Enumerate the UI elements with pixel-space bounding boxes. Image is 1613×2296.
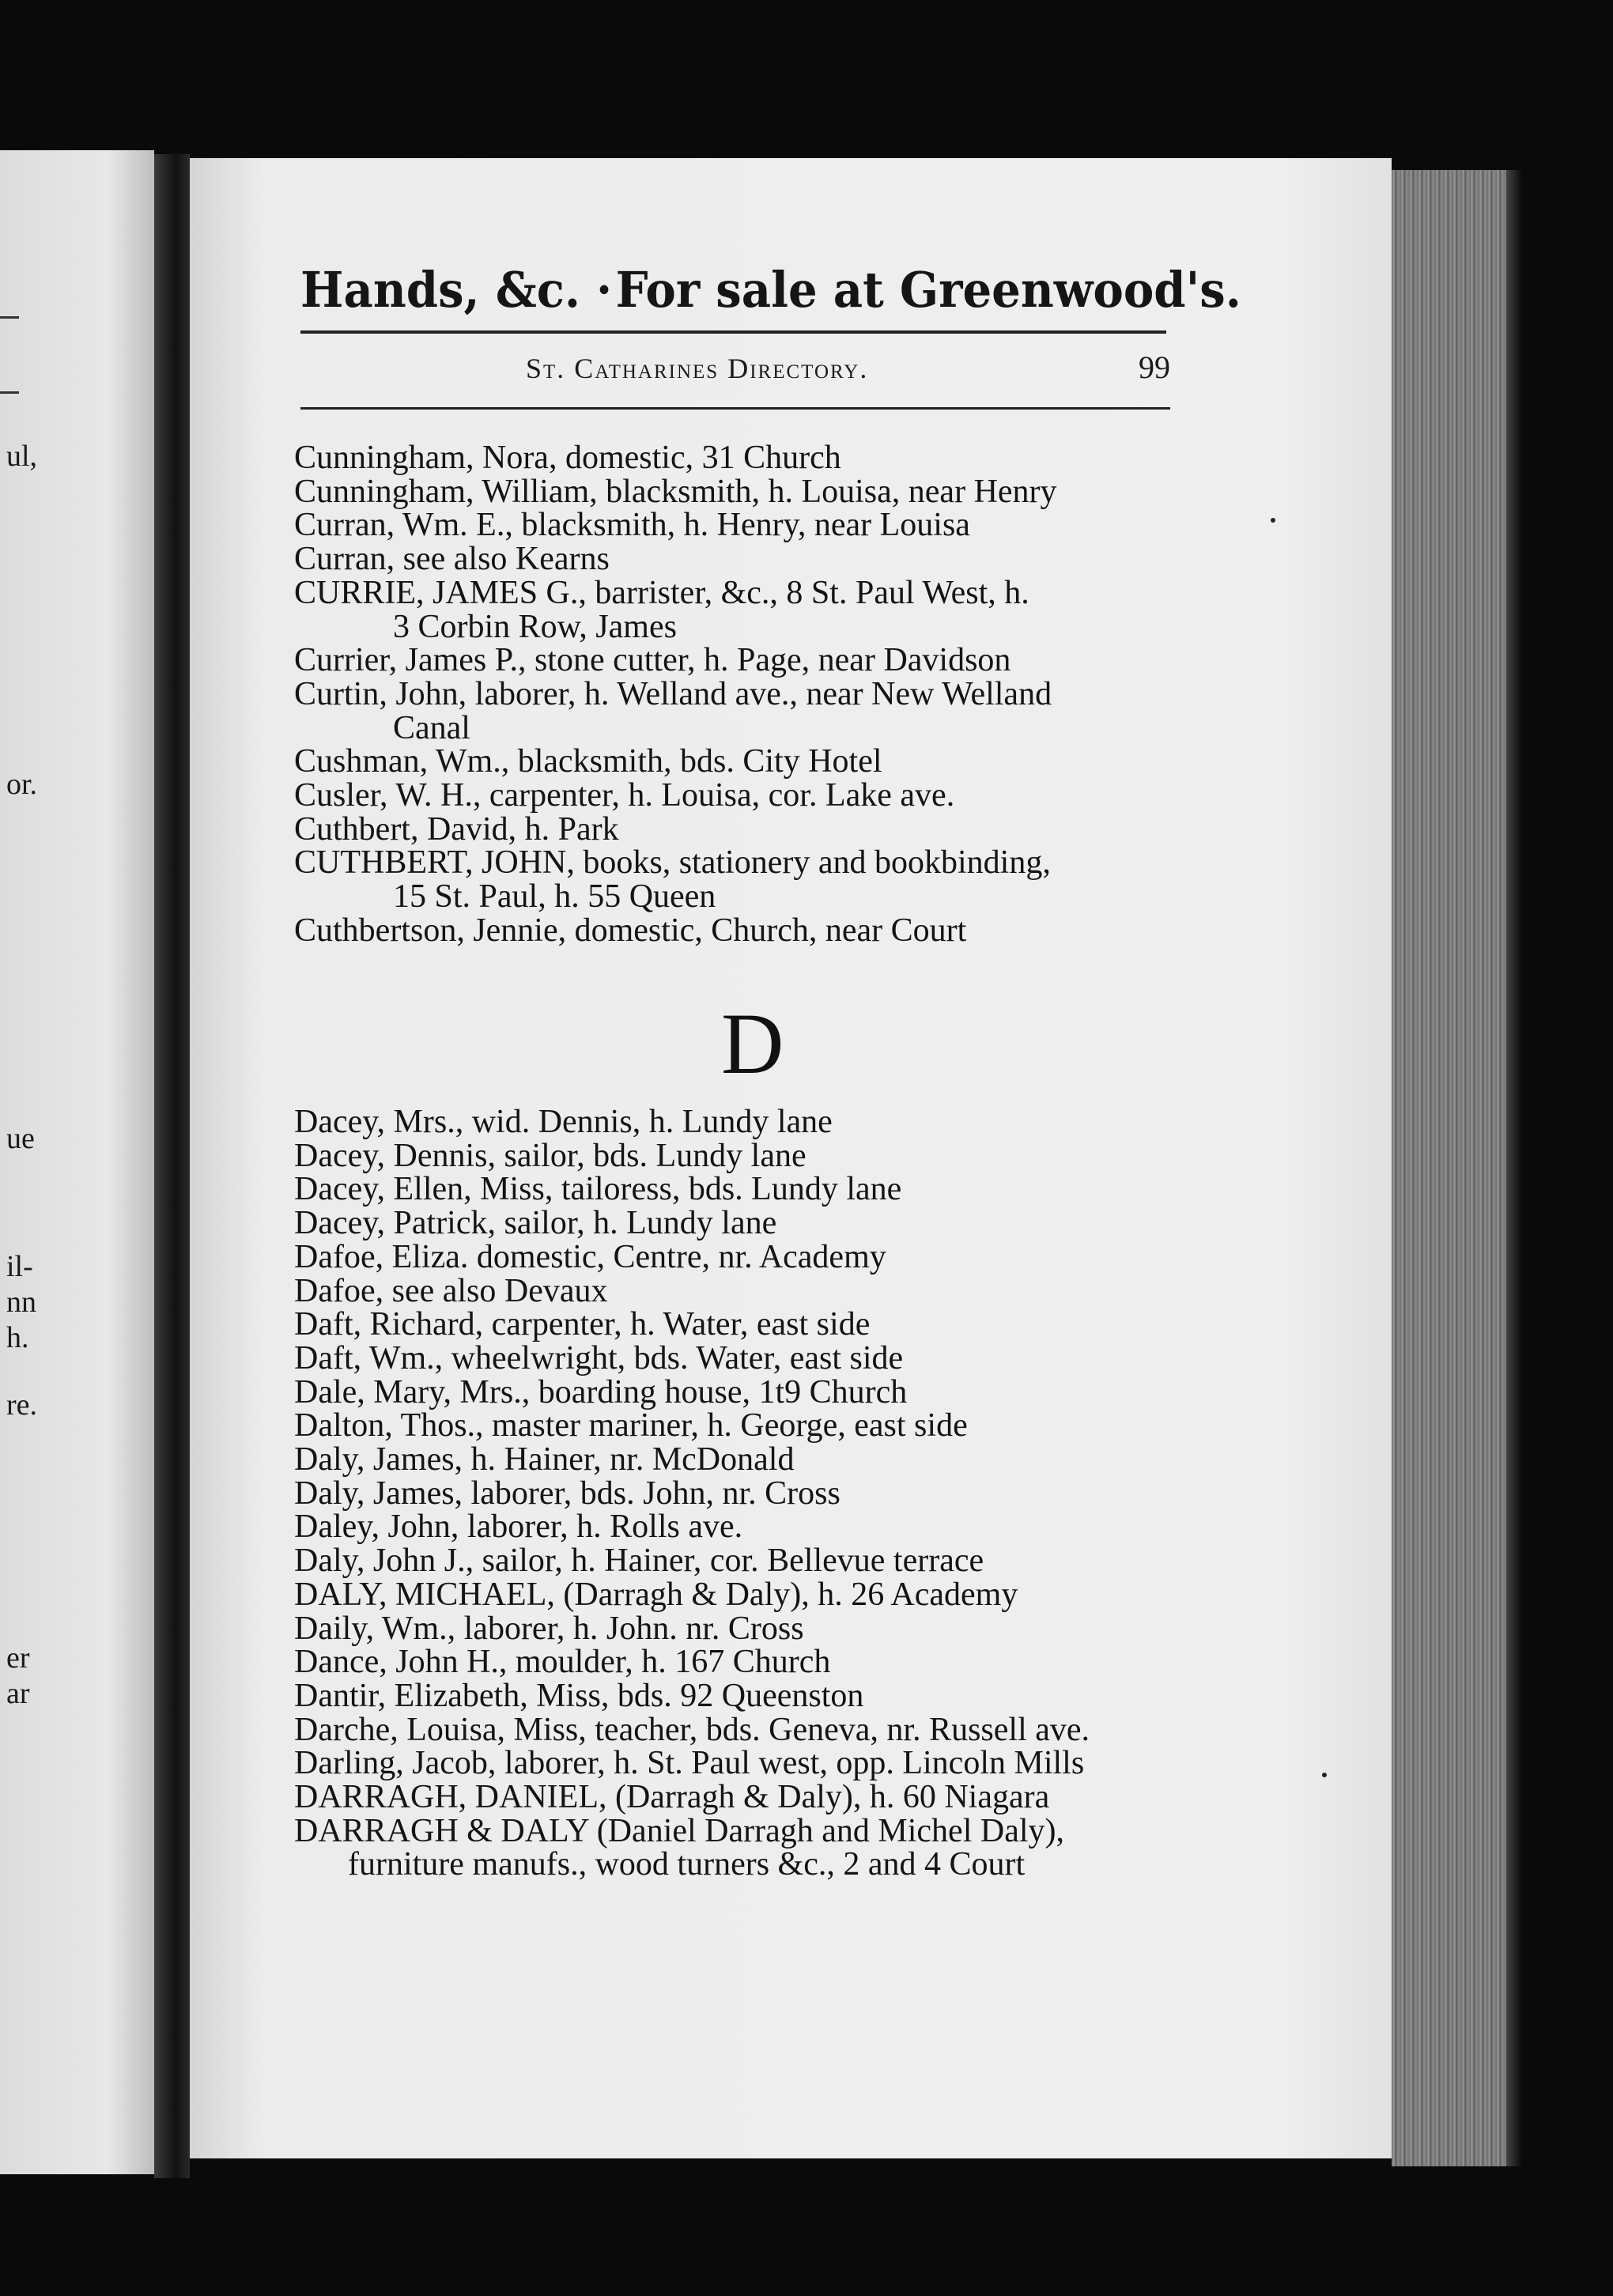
advertisement-headline: Hands, &c. ·For sale at Greenwood's. (300, 261, 1241, 319)
left-page-rule (0, 316, 19, 319)
directory-entry (294, 1173, 1180, 1207)
directory-entry (294, 1713, 1180, 1747)
directory-entry (294, 914, 1180, 948)
directory-entry (294, 1812, 1180, 1883)
entry-text: Cuthbert, David, h. Park (294, 810, 619, 848)
directory-entry (294, 542, 1180, 576)
entry-text: DALY, MICHAEL, (Darragh & Daly), h. 26 Academy (294, 1576, 1018, 1613)
entry-text: Curran, see also Kearns (294, 541, 610, 578)
entry-text: Cusler, W. H., carpenter, h. Louisa, cor. Lake ave. (294, 777, 955, 814)
page-block-edge (1392, 170, 1510, 2166)
directory-entry (294, 1339, 1180, 1376)
directory-entry (294, 1679, 1180, 1713)
entry-text: Darche, Louisa, Miss, teacher, bds. Geneva, nr. Russell ave. (294, 1711, 1090, 1748)
left-page-fragment: ar (6, 1677, 30, 1710)
directory-entries-d (294, 1105, 1180, 1882)
page-edge-shadow (1506, 170, 1522, 2166)
directory-entry (294, 779, 1180, 813)
entry-continuation: 15 St. Paul, h. 55 Queen (393, 878, 716, 916)
book-gutter (154, 154, 190, 2178)
directory-entry (294, 1443, 1180, 1477)
directory-entry (294, 1477, 1180, 1511)
left-page-fragment: nn (6, 1286, 36, 1319)
print-speck (1271, 518, 1275, 523)
directory-entry (294, 1238, 1180, 1275)
entry-text: Daft, Richard, carpenter, h. Water, east side (294, 1306, 871, 1343)
print-speck (1322, 1773, 1327, 1777)
entry-text: Dantir, Elizabeth, Miss, bds. 92 Queenston (294, 1677, 864, 1714)
directory-entry (294, 1139, 1180, 1173)
entry-text: Cunningham, William, blacksmith, h. Louisa, near Henry (294, 473, 1057, 510)
directory-entry (294, 1510, 1180, 1544)
directory-entry (294, 1612, 1180, 1646)
directory-entry (294, 1207, 1180, 1241)
directory-entry (294, 1373, 1180, 1410)
directory-entry (294, 441, 1180, 475)
entry-text: Cunningham, Nora, domestic, 31 Church (294, 440, 841, 476)
entry-text: Dafoe, Eliza. domestic, Centre, nr. Academy (294, 1238, 886, 1275)
entry-text: Daily, Wm., laborer, h. John. nr. Cross (294, 1610, 804, 1647)
directory-entry (294, 810, 1180, 848)
left-page-fragment: il- (6, 1250, 33, 1283)
entry-text: Daly, John J., sailor, h. Hainer, cor. Bellevue terrace (294, 1543, 984, 1580)
entry-text: Daley, John, laborer, h. Rolls ave. (294, 1509, 743, 1546)
entry-text: Dacey, Patrick, sailor, h. Lundy lane (294, 1205, 777, 1242)
directory-entry (294, 1409, 1180, 1443)
left-page-fragment: ul, (6, 440, 38, 473)
directory-entry (294, 1544, 1180, 1578)
directory-entries (294, 441, 1180, 948)
entries-c-list (294, 441, 1180, 948)
directory-entry (294, 1105, 1180, 1139)
left-page-fragment: re. (6, 1388, 38, 1422)
entry-text: Currier, James P., stone cutter, h. Page, near Davidson (294, 642, 1011, 679)
section-letter: D (721, 995, 784, 1092)
headline-rule (300, 330, 1166, 334)
advert-left-text: Hands, &c. (300, 261, 580, 319)
entry-text: Daft, Wm., wheelwright, bds. Water, east side (294, 1339, 904, 1376)
directory-entry (294, 508, 1180, 542)
entry-text: DARRAGH & DALY (Daniel Darragh and Michel Daly), (294, 1812, 1064, 1849)
entry-text: Dacey, Ellen, Miss, tailoress, bds. Lundy lane (294, 1171, 902, 1208)
directory-entry (294, 1272, 1180, 1309)
entry-text: Cushman, Wm., blacksmith, bds. City Hotel (294, 743, 882, 780)
directory-entry (294, 844, 1180, 916)
entry-text: DARRAGH, DANIEL, (Darragh & Daly), h. 60 Niagara (294, 1779, 1050, 1816)
entry-text: Dacey, Dennis, sailor, bds. Lundy lane (294, 1137, 806, 1174)
left-page-fragment: er (6, 1641, 30, 1675)
entry-text: Dacey, Mrs., wid. Dennis, h. Lundy lane (294, 1104, 833, 1140)
entry-continuation: furniture manufs., wood turners &c., 2 and 4 Court (348, 1846, 1026, 1883)
directory-entry (294, 1747, 1180, 1781)
running-title: St. Catharines Directory. (526, 353, 869, 384)
entry-continuation: Canal (393, 709, 470, 746)
advert-right-text: For sale at Greenwood's. (615, 261, 1241, 319)
entry-text: Curran, Wm. E., blacksmith, h. Henry, near Louisa (294, 507, 970, 544)
directory-entry (294, 1645, 1180, 1679)
directory-entry (294, 1781, 1180, 1815)
entries-d-list (294, 1105, 1180, 1882)
left-page-rule (0, 391, 19, 394)
entry-text: Daly, James, laborer, bds. John, nr. Cross (294, 1475, 840, 1512)
directory-entry (294, 576, 1180, 644)
entry-text: Dance, John H., moulder, h. 167 Church (294, 1644, 831, 1681)
directory-entry (294, 475, 1180, 509)
entry-text: CURRIE, JAMES G., barrister, &c., 8 St. Paul West, h. (294, 574, 1029, 611)
running-head-rule (300, 407, 1170, 410)
page-number: 99 (1139, 349, 1170, 385)
running-head (300, 349, 1170, 399)
left-facing-page (0, 150, 154, 2174)
left-page-fragment: h. (6, 1321, 29, 1354)
entry-text: Dalton, Thos., master mariner, h. George, east side (294, 1407, 968, 1444)
entry-text: Daly, James, h. Hainer, nr. McDonald (294, 1441, 795, 1478)
entry-text: Dafoe, see also Devaux (294, 1272, 608, 1309)
entry-text: CUTHBERT, JOHN, books, stationery and bookbinding, (294, 844, 1051, 882)
directory-entry (294, 644, 1180, 678)
entry-text: Cuthbertson, Jennie, domestic, Church, near Court (294, 912, 967, 949)
left-page-fragment: ue (6, 1122, 35, 1155)
directory-entry (294, 745, 1180, 779)
directory-entry (294, 1308, 1180, 1342)
entry-text: Darling, Jacob, laborer, h. St. Paul west, opp. Lincoln Mills (294, 1745, 1085, 1782)
entry-text: Curtin, John, laborer, h. Welland ave., near New Welland (294, 675, 1052, 712)
directory-entry (294, 1578, 1180, 1612)
entry-continuation: 3 Corbin Row, James (393, 608, 677, 645)
left-page-fragment: or. (6, 768, 38, 801)
directory-entry (294, 675, 1180, 746)
entry-text: Dale, Mary, Mrs., boarding house, 1t9 Church (294, 1373, 908, 1410)
